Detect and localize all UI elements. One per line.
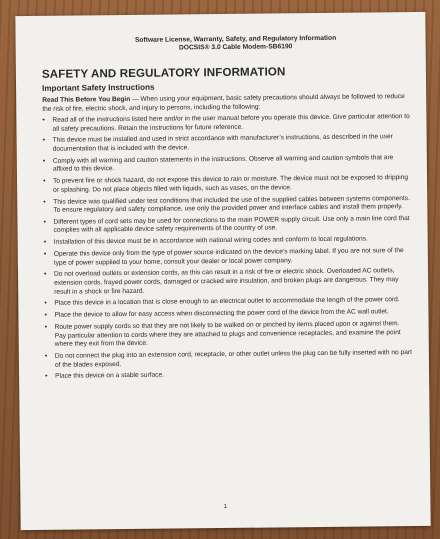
- list-item-text: Read all of the instructions listed here and/or in the user manual before you operate this device. Give particular attention to all safety precautions. Retain the instructions for future reference.: [52, 113, 410, 133]
- header-line-1: Software License, Warranty, Safety, and Regulatory Information: [134, 34, 337, 44]
- bullet-icon: •: [44, 352, 48, 360]
- list-item: [44, 267, 412, 297]
- list-item-text: Do not overload outlets or extension cords, as this can result in a risk of fire or electric shock. Overloaded AC outlets, extension cords, frayed power cords, damaged or cracked wire insulation, and broken plugs are dangerous. They may result in a shock or fire hazard.: [53, 267, 399, 296]
- list-item: [44, 296, 412, 308]
- bullet-icon: •: [43, 250, 47, 258]
- intro-text: — When using your equipment, basic safety precautions should always be followed to reduce the risk of fire, electric shock, and injury to persons, including the following:: [42, 93, 405, 113]
- bullet-icon: •: [44, 323, 48, 331]
- intro-lead: Read This Before You Begin: [42, 95, 131, 104]
- list-item: [43, 154, 411, 175]
- list-item-text: Operate this device only from the type of power source indicated on the device’s marking label. If you are not sure of the type of power supplied to your home, consult your dealer or local power company.: [53, 247, 404, 267]
- list-item: [43, 195, 411, 216]
- bullet-icon: •: [43, 198, 46, 206]
- document-header: [62, 34, 410, 54]
- list-item-text: Place this device on a stable surface.: [55, 371, 164, 381]
- section-subtitle: Important Safety Instructions: [42, 82, 155, 93]
- bullet-icon: •: [43, 218, 46, 226]
- list-item: [45, 369, 413, 381]
- document-page: [15, 12, 430, 530]
- list-item: [44, 247, 412, 268]
- list-item-text: Place this device in a location that is close enough to an electrical outlet to accommodate the length of the power cord.: [54, 296, 400, 308]
- bullet-icon: •: [44, 300, 47, 308]
- bullet-icon: •: [44, 312, 47, 320]
- list-item-text: Place the device to allow for easy access when disconnecting the power cord of the device from the AC wall outlet.: [54, 308, 389, 319]
- list-item: [43, 174, 411, 195]
- bullet-icon: •: [42, 137, 46, 145]
- list-item-text: To prevent fire or shock hazard, do not expose this device to rain or moisture. The device must not be exposed to dripping or splashing. Do not place objects filled with liquids, such as vases, on the device.: [53, 174, 409, 194]
- bullet-icon: •: [43, 271, 47, 279]
- page-number: 1: [223, 503, 228, 511]
- list-item-text: This device must be installed and used in strict accordance with manufacturer’s instructions, as described in the user documentation that is included with the device.: [52, 133, 393, 153]
- list-item-text: Do not connect the plug into an extension cord, receptacle, or other outlet unless the plug can be fully inserted with no part of the blades exposed.: [54, 348, 412, 369]
- intro-paragraph: [42, 93, 410, 114]
- list-item: [44, 308, 412, 320]
- list-item-text: This device was qualified under test conditions that included the use of the supplied cables between systems components. To ensure regulatory and safety compliance, use only the provided power and interface cables and install them properly.: [53, 194, 410, 214]
- list-item-text: Different types of cord sets may be used for connections to the main POWER supply circuit. Use only a main line cord that complies with all applicable device safety requirements of the country of use.: [53, 214, 410, 235]
- bullet-icon: •: [43, 177, 46, 186]
- bullet-icon: •: [43, 239, 47, 247]
- list-item: [43, 215, 411, 236]
- section-title: SAFETY AND REGULATORY INFORMATION: [41, 65, 286, 81]
- list-item-text: Route power supply cords so that they are not likely to be walked on or pinched by items placed upon or against them. Pay particular attention to cords where they are attached to plugs and convenience receptacles, and examine the point where they exit from the device.: [54, 320, 401, 348]
- bullet-icon: •: [42, 157, 46, 165]
- safety-instructions-list: [42, 113, 413, 382]
- list-item: [44, 235, 412, 247]
- bullet-icon: •: [42, 116, 45, 124]
- list-item: [45, 349, 413, 370]
- bullet-icon: •: [45, 373, 48, 381]
- list-item: [43, 133, 411, 154]
- header-line-2: DOCSIS® 3.0 Cable Modem-SB6190: [178, 43, 293, 52]
- list-item-text: Installation of this device must be in accordance with national wiring codes and conform to local regulations.: [53, 235, 368, 247]
- list-item: [45, 320, 413, 350]
- list-item: [42, 113, 410, 134]
- list-item-text: Comply with all warning and caution statements in the instructions. Observe all warning and caution symbols that are affixed to this device.: [52, 153, 394, 174]
